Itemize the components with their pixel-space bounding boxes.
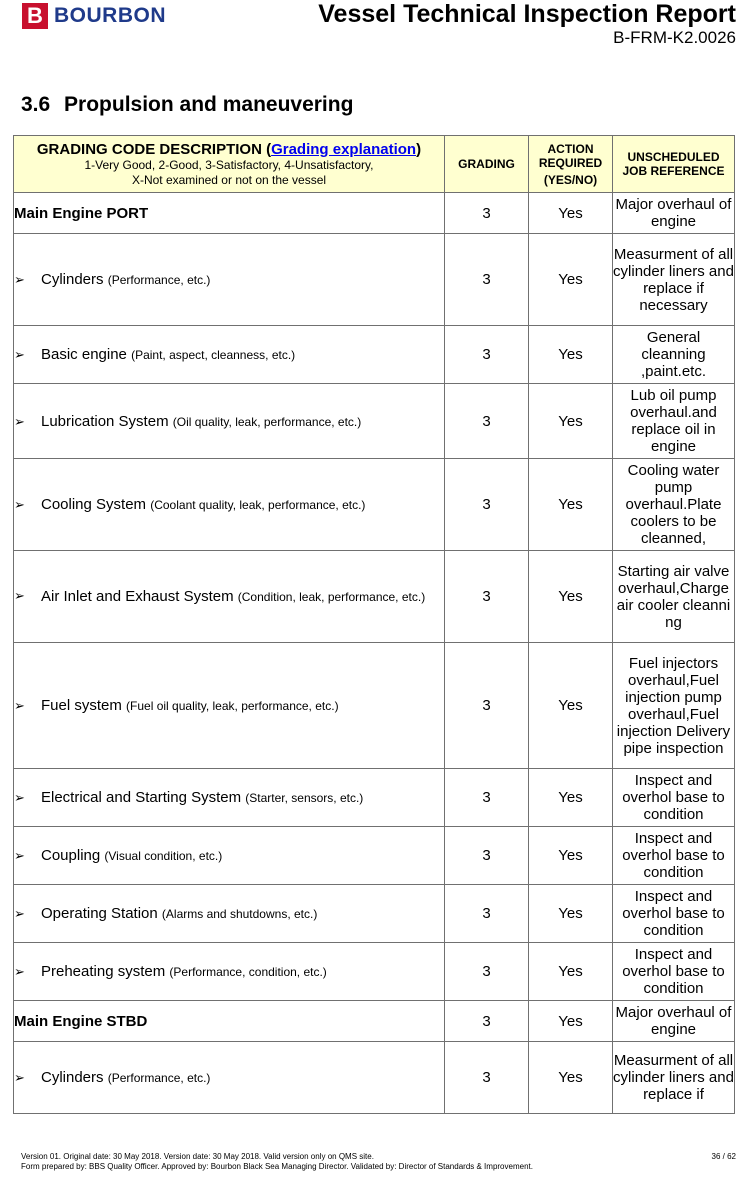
grade-cell: 3	[445, 234, 529, 326]
table-row	[14, 885, 735, 943]
action-cell: Yes	[529, 234, 613, 326]
row-hint: (Paint, aspect, cleanness, etc.)	[131, 348, 296, 362]
grading-code-header	[14, 136, 445, 193]
action-cell: Yes	[529, 459, 613, 551]
table-row	[14, 643, 735, 769]
row-label: ➢ Cylinders (Performance, etc.)	[14, 234, 445, 326]
reference-cell: Lub oil pump overhaul.and replace oil in engine	[613, 384, 735, 459]
document-code: B-FRM-K2.0026	[613, 28, 736, 47]
table-row	[14, 459, 735, 551]
grade-cell: 3	[445, 326, 529, 384]
row-label: Main Engine STBD	[14, 1001, 445, 1042]
action-cell: Yes	[529, 1042, 613, 1114]
row-label: ➢ Basic engine (Paint, aspect, cleanness, etc.)	[14, 326, 445, 384]
grading-header: GRADING	[445, 136, 529, 193]
grading-explanation-link[interactable]: Grading explanation	[271, 140, 417, 158]
table-header-row	[14, 136, 735, 193]
footer-version: Version 01. Original date: 30 May 2018. Version date: 30 May 2018. Valid version only on QMS site.	[21, 1152, 374, 1161]
inspection-table	[13, 135, 735, 1114]
table-row	[14, 234, 735, 326]
table-row	[14, 1001, 735, 1042]
grade-cell: 3	[445, 943, 529, 1001]
grading-code-note: X-Not examined or not on the vessel	[131, 172, 327, 187]
action-cell: Yes	[529, 551, 613, 643]
reference-cell: General cleanning ,paint.etc.	[613, 326, 735, 384]
reference-cell: Major overhaul of engine	[613, 193, 735, 234]
action-cell: Yes	[529, 943, 613, 1001]
row-hint: (Oil quality, leak, performance, etc.)	[172, 414, 362, 429]
table-row	[14, 326, 735, 384]
row-label: ➢ Preheating system (Performance, condition, etc.)	[14, 943, 445, 1001]
bullet-arrow-icon: ➢	[14, 588, 25, 603]
bullet-arrow-icon: ➢	[14, 497, 25, 512]
action-cell: Yes	[529, 384, 613, 459]
row-label: ➢ Electrical and Starting System (Starter, sensors, etc.)	[14, 769, 445, 827]
bullet-arrow-icon: ➢	[14, 790, 25, 805]
row-hint: (Alarms and shutdowns, etc.)	[161, 907, 318, 921]
row-hint: (Fuel oil quality, leak, performance, etc.)	[126, 699, 339, 713]
reference-cell: Inspect and overhol base to condition	[613, 827, 735, 885]
row-label: ➢ Fuel system (Fuel oil quality, leak, performance, etc.)	[14, 643, 445, 769]
grade-cell: 3	[445, 1042, 529, 1114]
grading-code-title-close: )	[416, 140, 422, 158]
grade-cell: 3	[445, 885, 529, 943]
grading-code-title: GRADING CODE DESCRIPTION (	[36, 140, 272, 158]
action-cell: Yes	[529, 769, 613, 827]
reference-cell: Fuel injectors overhaul,Fuel injection pump overhaul,Fuel injection Delivery pipe inspection	[613, 643, 735, 769]
action-cell: Yes	[529, 193, 613, 234]
table-row	[14, 384, 735, 459]
reference-cell: Inspect and overhol base to condition	[613, 943, 735, 1001]
page-number: 36 / 62	[711, 1152, 736, 1161]
row-hint: (Performance, etc.)	[107, 273, 211, 287]
grade-cell: 3	[445, 1001, 529, 1042]
reference-cell: Inspect and overhol base to condition	[613, 885, 735, 943]
reference-cell: Starting air valve overhaul,Charge air cooler cleanning	[613, 551, 735, 643]
bullet-arrow-icon: ➢	[14, 272, 25, 287]
bullet-arrow-icon: ➢	[14, 848, 25, 863]
row-label: Main Engine PORT	[14, 193, 445, 234]
table-row	[14, 943, 735, 1001]
job-reference-header: UNSCHEDULED JOB REFERENCE	[613, 136, 735, 193]
grade-cell: 3	[445, 827, 529, 885]
row-hint: (Condition, leak, performance, etc.)	[237, 590, 426, 604]
bullet-arrow-icon: ➢	[14, 413, 25, 429]
reference-cell: Cooling water pump overhaul.Plate coolers to be cleanned,	[613, 459, 735, 551]
grade-cell: 3	[445, 459, 529, 551]
section-title: Propulsion and maneuvering	[64, 93, 354, 116]
grade-cell: 3	[445, 193, 529, 234]
action-cell: Yes	[529, 643, 613, 769]
action-cell: Yes	[529, 326, 613, 384]
action-cell: Yes	[529, 1001, 613, 1042]
reference-cell: Inspect and overhol base to condition	[613, 769, 735, 827]
footer-approval: Form prepared by: BBS Quality Officer. Approved by: Bourbon Black Sea Managing Director. Validated by: Director of Standards & Improvement.	[21, 1162, 533, 1171]
reference-cell: Measurment of all cylinder liners and replace if necessary	[613, 234, 735, 326]
bullet-arrow-icon: ➢	[14, 906, 25, 921]
action-cell: Yes	[529, 827, 613, 885]
grade-cell: 3	[445, 769, 529, 827]
company-logo	[22, 3, 166, 29]
grade-cell: 3	[445, 384, 529, 459]
row-hint: (Visual condition, etc.)	[104, 849, 223, 863]
row-hint: (Performance, condition, etc.)	[169, 965, 327, 979]
row-label: ➢ Operating Station (Alarms and shutdowns, etc.)	[14, 885, 445, 943]
table-row	[14, 551, 735, 643]
row-hint: (Coolant quality, leak, performance, etc.)	[150, 498, 366, 512]
document-title: Vessel Technical Inspection Report	[318, 0, 736, 28]
row-hint: (Performance, etc.)	[107, 1071, 211, 1085]
action-required-header: ACTION REQUIRED (YES/NO)	[529, 136, 613, 193]
action-cell: Yes	[529, 885, 613, 943]
table-row	[14, 193, 735, 234]
grade-cell: 3	[445, 643, 529, 769]
logo-mark: B	[22, 3, 48, 29]
row-hint: (Starter, sensors, etc.)	[245, 791, 364, 805]
bullet-arrow-icon: ➢	[14, 347, 25, 362]
grading-code-scale: 1-Very Good, 2-Good, 3-Satisfactory, 4-Unsatisfactory,	[84, 157, 374, 172]
table-row	[14, 769, 735, 827]
logo-wordmark: BOURBON	[54, 4, 166, 27]
table-row	[14, 827, 735, 885]
row-label: ➢ Air Inlet and Exhaust System (Condition, leak, performance, etc.)	[14, 551, 445, 643]
table-row	[14, 1042, 735, 1114]
bullet-arrow-icon: ➢	[14, 964, 25, 979]
section-number: 3.6	[21, 93, 51, 116]
section-heading	[21, 93, 353, 117]
reference-cell: Measurment of all cylinder liners and replace if	[613, 1042, 735, 1114]
row-label: ➢ Coupling (Visual condition, etc.)	[14, 827, 445, 885]
row-label: ➢ Lubrication System (Oil quality, leak, performance, etc.)	[14, 384, 445, 459]
row-label: ➢ Cylinders (Performance, etc.)	[14, 1042, 445, 1114]
grade-cell: 3	[445, 551, 529, 643]
footer	[21, 1152, 533, 1172]
bullet-arrow-icon: ➢	[14, 1070, 25, 1085]
reference-cell: Major overhaul of engine	[613, 1001, 735, 1042]
row-label: ➢ Cooling System (Coolant quality, leak, performance, etc.)	[14, 459, 445, 551]
bullet-arrow-icon: ➢	[14, 698, 25, 713]
